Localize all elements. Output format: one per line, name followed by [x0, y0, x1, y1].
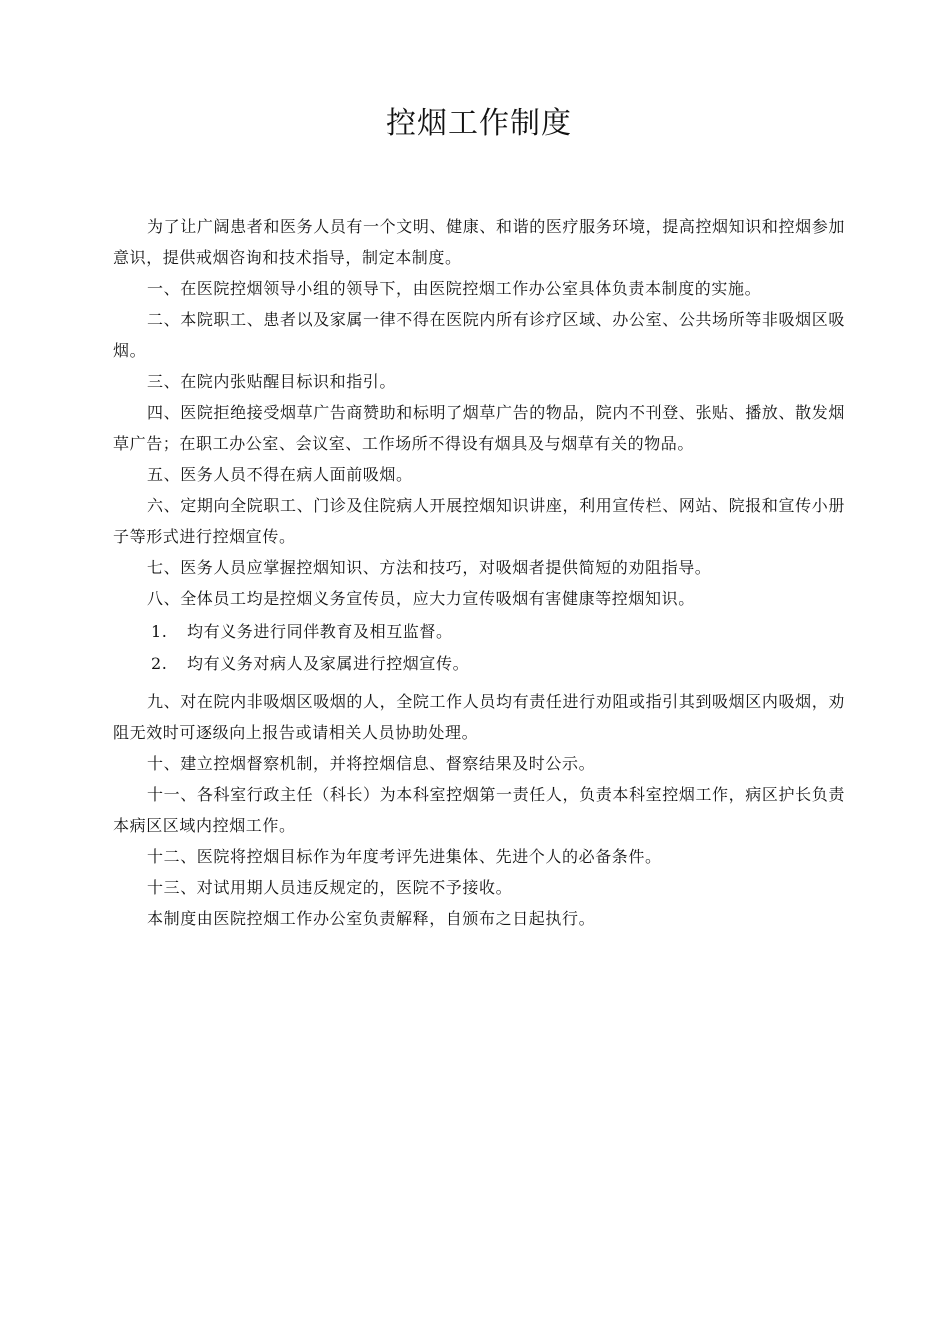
rule-13: 十三、对试用期人员违反规定的，医院不予接收。 — [147, 878, 513, 897]
rule-2: 二、本院职工、患者以及家属一律不得在医院内所有诊疗区域、办公室、公共场所等非吸烟区吸烟。 — [113, 310, 845, 360]
rule-4: 四、医院拒绝接受烟草广告商赞助和标明了烟草广告的物品，院内不刊登、张贴、播放、散发烟草广告；在职工办公室、会议室、工作场所不得设有烟具及与烟草有关的物品。 — [113, 403, 845, 453]
rule-1: 一、在医院控烟领导小组的领导下，由医院控烟工作办公室具体负责本制度的实施。 — [147, 279, 762, 298]
rule-6: 六、定期向全院职工、门诊及住院病人开展控烟知识讲座，利用宣传栏、网站、院报和宣传小册子等形式进行控烟宣传。 — [113, 496, 845, 546]
list-item — [113, 648, 845, 680]
list-item-number: 2. — [151, 654, 168, 673]
rule-5: 五、医务人员不得在病人面前吸烟。 — [147, 465, 413, 484]
rule-11: 十一、各科室行政主任（科长）为本科室控烟第一责任人，负责本科室控烟工作，病区护长负责本病区区域内控烟工作。 — [113, 785, 845, 835]
rule-10: 十、建立控烟督察机制，并将控烟信息、督察结果及时公示。 — [147, 754, 596, 773]
closing-paragraph: 本制度由医院控烟工作办公室负责解释，自颁布之日起执行。 — [147, 909, 596, 928]
list-item — [113, 616, 845, 648]
rule-12: 十二、医院将控烟目标作为年度考评先进集体、先进个人的必备条件。 — [147, 847, 662, 866]
intro-paragraph: 为了让广阔患者和医务人员有一个文明、健康、和谐的医疗服务环境，提高控烟知识和控烟参加意识，提供戒烟咨询和技术指导，制定本制度。 — [113, 217, 845, 267]
rule-7: 七、医务人员应掌握控烟知识、方法和技巧，对吸烟者提供简短的劝阻指导。 — [147, 558, 712, 577]
list-item-text: 均有义务进行同伴教育及相互监督。 — [187, 622, 453, 641]
document-body — [113, 211, 845, 934]
list-item-text: 均有义务对病人及家属进行控烟宣传。 — [187, 654, 470, 673]
rule-8: 八、全体员工均是控烟义务宣传员，应大力宣传吸烟有害健康等控烟知识。 — [147, 589, 695, 608]
rule-9: 九、对在院内非吸烟区吸烟的人，全院工作人员均有责任进行劝阻或指引其到吸烟区内吸烟，劝阻无效时可逐级向上报告或请相关人员协助处理。 — [113, 692, 845, 742]
document-title: 控烟工作制度 — [386, 106, 572, 141]
sub-item-list — [113, 616, 845, 680]
rule-3: 三、在院内张贴醒目标识和指引。 — [147, 372, 397, 391]
list-item-number: 1. — [151, 622, 168, 641]
